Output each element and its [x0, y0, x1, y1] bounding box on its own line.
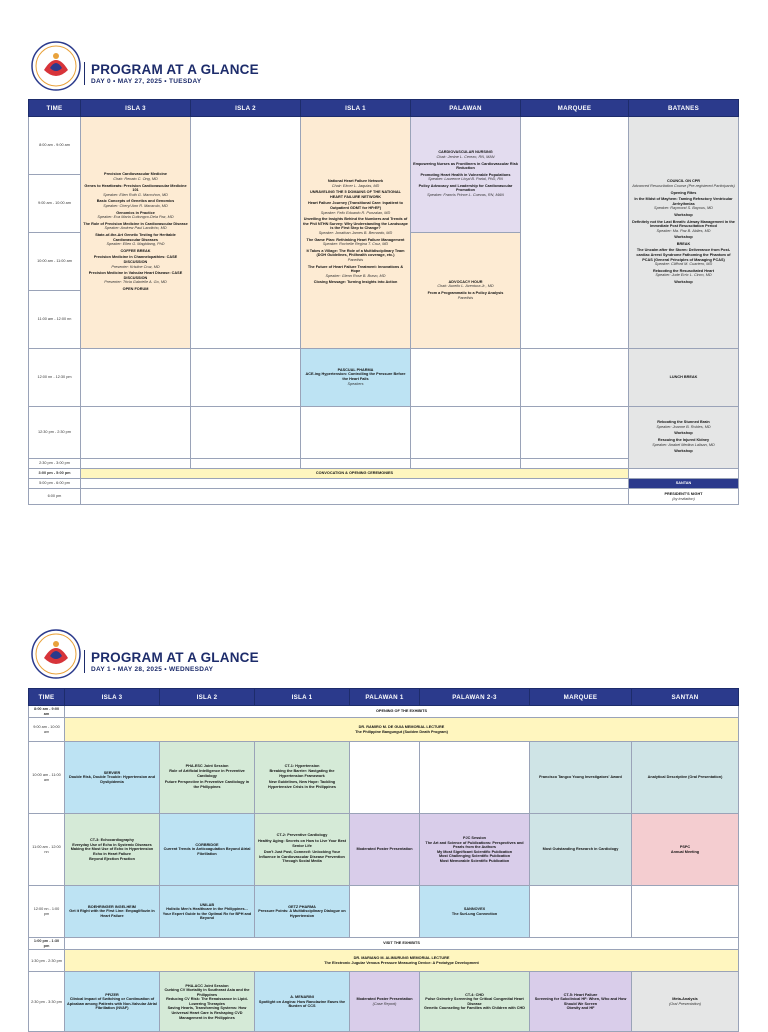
empty-cell [629, 469, 739, 479]
session-title: LUNCH BREAK [669, 375, 698, 380]
session-speaker: Speaker: Raymond S. Bayous, MD [654, 206, 713, 211]
session-title: COUNCIL ON CPR [666, 179, 701, 184]
session-title: Saving Hearts, Transforming Systems: How Universal Heart Care is Reshaping CVD Management in the Philippines [167, 1006, 247, 1020]
table-row [29, 349, 739, 407]
session-title: Echo in Heart Failure [93, 851, 131, 856]
session-title: The Role of Precision Medicine in Cardiovascular Disease [83, 221, 188, 226]
palawan-session-cell [411, 117, 521, 233]
session-speaker: Speaker: Clifford M. Cuartero, MD [654, 262, 713, 267]
session-title: ACE-ing Hypertension: Controlling the Pressure Before the Heart Fails [305, 372, 406, 381]
marquee-session-cell [530, 814, 632, 886]
isla1-session-cell [255, 886, 350, 938]
table-row [29, 718, 739, 742]
session-title: Workshop [674, 280, 693, 285]
session-title: Holistic Men's Healthcare in the Philippines... Your Expert Guide to the Optimal Rx for BPH and Beyond [162, 907, 252, 921]
session-presenter: Presenter: Tricia Gabrielle A. Go, MD [104, 280, 167, 285]
column-header: SANTAN [632, 689, 739, 706]
day1-schedule-table [28, 688, 739, 1032]
memorial-lecture-cell [65, 718, 739, 742]
session-chair: Chair: Elmer L. Jaquias, MD [331, 183, 380, 188]
lecture-topic: The Electronic Jugular Venous Pressure Measuring Device: A Prototype Development [324, 960, 479, 965]
batanes-lunch-cell [629, 349, 739, 407]
lecture-title: DR. MARIANO M. ALIMURUNG MEMORIAL LECTURE [353, 956, 450, 961]
time-cell: 12:30 pm - 2:30 pm [29, 407, 81, 459]
sponsor-name: BOEHRINGER INGELHEIM [88, 904, 136, 909]
session-speaker: Speaker: Cheryl Ann R. Macarulo, MD [103, 204, 168, 209]
session-title: Genomics in Practice [116, 210, 155, 215]
session-note: Advanced Resuscitation Course (Pre-registered Participants) [632, 183, 735, 188]
session-chair: Chair: Renato C. Ong, MD [113, 177, 158, 182]
table-row [29, 972, 739, 1032]
column-header: MARQUEE [530, 689, 632, 706]
session-title: Precision Medicine in Channelopathies: CASE DISCUSSION [93, 255, 178, 264]
column-header: BATANES [629, 100, 739, 117]
day1-header [84, 650, 259, 673]
session-title: Opening Rites [670, 190, 697, 195]
empty-cell [420, 742, 530, 814]
table-row [29, 489, 739, 505]
session-title: Healthy Aging: Secrets on How to Live Your Best Senior Life [257, 839, 347, 848]
session-title: Meta-Analysis [672, 997, 698, 1002]
empty-cell [81, 349, 191, 407]
time-cell: 9:00 am - 10:00 am [29, 175, 81, 233]
empty-cell [81, 479, 629, 489]
time-cell: 8:00 am - 9:00 am [29, 706, 65, 718]
marquee-session-cell [530, 742, 632, 814]
session-title: COFFEE BREAK [120, 248, 151, 253]
empty-cell [521, 459, 629, 469]
session-title: Future Perspective in Preventive Cardiology in the Philippines [164, 780, 250, 790]
empty-cell [191, 459, 301, 469]
table-header-row [29, 100, 739, 117]
session-panelists: Panelists [347, 257, 364, 262]
column-header: ISLA 1 [301, 100, 411, 117]
session-title: Everyday Use of Echo in Systemic Diseases [72, 842, 152, 847]
table-row [29, 950, 739, 972]
session-title: Workshop [674, 431, 693, 436]
session-title: BREAK [676, 241, 691, 246]
empty-cell [191, 407, 301, 459]
session-speaker: Speaker: Jude Erric L. Cinco, MD [655, 273, 712, 278]
session-title: Rebooting the Resuscitated Heart [653, 268, 714, 273]
time-cell: 12:00 nn - 1:00 pm [29, 886, 65, 938]
session-title: Screening for Subclinical HF: When, Who and How Should We Screen [534, 997, 627, 1006]
session-title: Precision Medicine in Valvular Heart Disease: CASE DISCUSSION [88, 271, 183, 280]
convocation-banner: CONVOCATION & OPENING CEREMONIES [81, 469, 629, 479]
session-title: PRESIDENT'S NIGHT [664, 491, 703, 496]
session-note: (Oral Presentation) [668, 1001, 702, 1006]
session-title: Genetic Counseling for Families with Children with CHD [423, 1006, 526, 1011]
column-header: ISLA 3 [81, 100, 191, 117]
pha-logo-icon [30, 628, 82, 680]
table-header-row [29, 689, 739, 706]
session-title: Clinical Impact of Switching or Continuation of Apixaban among Patients with Non-Valvular Atrial Fibrillation (NVAF) [67, 997, 157, 1011]
session-speaker: Speaker: Francis Prince L. Cuevas, RN, MAN [427, 193, 504, 198]
isla1-session-cell [301, 117, 411, 349]
column-header: ISLA 3 [65, 689, 160, 706]
session-title: Closing Message: Turning Insights into Action [313, 280, 398, 285]
session-speaker: Speaker: Rochelle Regina T. Cruz, MD [322, 242, 389, 247]
column-header: ISLA 2 [160, 689, 255, 706]
table-row [29, 742, 739, 814]
session-title: Current Trends in Anticoagulation Beyond Atrial Fibrillation [163, 847, 251, 856]
session-speaker: Speaker: Anabel Medina Lalisan, MD [652, 442, 715, 447]
session-speaker: Speaker: Eva Maria Cutiongco-Dela Paz, MD [97, 215, 174, 220]
session-title: From a Programmatic to a Policy Analysis [427, 291, 504, 295]
session-title: Basic Concepts of Genetics and Genomics [96, 199, 175, 204]
session-title: Policy Advocacy and Leadership for Cardiovascular Promotion [418, 183, 513, 193]
pha-logo-icon [30, 40, 82, 92]
empty-cell [350, 742, 420, 814]
session-speakers: Speakers [347, 381, 364, 386]
column-header: PALAWAN [411, 100, 521, 117]
time-cell: 6:00 pm [29, 489, 81, 505]
isla3-session-cell [65, 886, 160, 938]
empty-cell [81, 407, 191, 459]
session-speaker: Speaker: Ma. Paz B. Abiles, MD [656, 228, 711, 233]
session-chair: Chair: Aurelio L. Aventura Jr., MD [437, 284, 494, 289]
session-speaker: Speaker: Glenn Rose B. Bravo, MD [325, 273, 386, 278]
marquee-empty-cell [521, 117, 629, 349]
session-title: Don't Just Post, Connect!: Unlocking Your Influence in Cardiovascular Disease Prevention Through Social Media [259, 850, 345, 864]
session-title: Francisco Tangco Young Investigators' Award [539, 775, 622, 780]
time-cell: 8:00 am - 9:00 am [29, 117, 81, 175]
session-title: CT-5: Heart Failure [563, 992, 598, 997]
time-cell: 10:00 am - 11:00 am [29, 233, 81, 291]
session-title: PHA-ESC Joint Session [185, 763, 229, 768]
session-title: PSPC [679, 845, 691, 850]
session-title: It Takes a Village: The Role of a Multidisciplinary Team (DOH Guidelines, Philhealth coverage, etc.) [306, 248, 405, 258]
empty-cell [81, 459, 191, 469]
session-title: CT-4: CHD [465, 992, 484, 997]
session-title: Most Challenging Scientific Publication [438, 854, 511, 859]
time-cell: 3:00 pm - 5:00 pm [29, 469, 81, 479]
session-title: My Most Significant Scientific Publication [436, 849, 513, 854]
session-title: Rescuing the Injured Kidney [657, 438, 710, 442]
batanes-session-cell [629, 117, 739, 349]
palawan23-session-cell [420, 972, 530, 1032]
presidents-night-cell [629, 489, 739, 505]
time-cell: 10:00 am - 11:00 am [29, 742, 65, 814]
session-title: PJC Session [462, 835, 486, 840]
palawan-advocacy-cell [411, 233, 521, 349]
session-title: Workshop [674, 212, 693, 217]
session-speaker: Speaker: Joanne B. Robles, MD [656, 424, 711, 429]
palawan1-session-cell [350, 972, 420, 1032]
session-title: Workshop [674, 235, 693, 240]
column-header: TIME [29, 689, 65, 706]
empty-cell [530, 886, 632, 938]
session-title: CT-1: Hypertension [284, 763, 320, 768]
table-row [29, 479, 739, 489]
session-title: The Art and Science of Publications: Perspectives and Pearls from the Authors [425, 840, 524, 850]
time-cell: 9:00 am - 10:00 am [29, 718, 65, 742]
sponsor-name: SANNOVEX [463, 907, 486, 912]
session-speaker: Speaker: Andrew Paul Landicho, MD [104, 226, 167, 231]
session-title: Precision Cardiovascular Medicine [104, 172, 167, 177]
santan-session-cell [632, 972, 739, 1032]
sponsor-name: A. MENARINI [290, 994, 314, 999]
santan-header: SANTAN [629, 479, 739, 489]
session-title: Definitely not the Last Breath: Airway Management in the Immediate Post Resuscitation Period [632, 219, 735, 229]
session-title: Breaking the Barrier: Navigating the Hypertension Framework [269, 769, 335, 778]
session-title: Most Outstanding Research in Cardiology [542, 847, 619, 852]
session-title: National Heart Failure Network [327, 179, 384, 184]
visit-exhibits-banner: VISIT THE EXHIBITS [65, 938, 739, 950]
time-cell: 11:00 am - 12:00 nn [29, 291, 81, 349]
session-speaker: Speaker: Ellen Ruth G. Macrohon, MD [103, 192, 168, 197]
isla3-session-cell [65, 814, 160, 886]
palawan1-session-cell [350, 814, 420, 886]
table-row [29, 407, 739, 459]
session-presenter: Presenter: Kristine Cruz, MD [111, 264, 160, 269]
session-title: Heart Failure Journey (Transitional Care: Inpatient to Outpatient GDMT for HFrEF) [308, 201, 403, 211]
isla2-session-cell [160, 814, 255, 886]
memorial-lecture-cell [65, 950, 739, 972]
time-cell: 2:30 pm - 3:30 pm [29, 972, 65, 1032]
empty-cell [411, 459, 521, 469]
sponsor-name: PFIZER [105, 992, 119, 997]
table-row [29, 117, 739, 175]
session-title: CT-2: Preventive Cardiology [276, 833, 328, 838]
lecture-topic: The Philippine Bangungut (Sudden Death Program) [355, 729, 448, 734]
session-title: The SurLung Connection [451, 911, 498, 916]
session-title: Reducing CV Risk: The Renaissance in Lipid-Lowering Therapies [166, 997, 248, 1006]
table-row [29, 886, 739, 938]
lecture-title: DR. RAMIRO M. DE GUIA MEMORIAL LECTURE [358, 725, 445, 730]
column-header: TIME [29, 100, 81, 117]
isla2-session-cell [160, 886, 255, 938]
santan-session-cell [632, 742, 739, 814]
session-title: Annual Meeting [670, 849, 700, 854]
empty-cell [632, 886, 739, 938]
palawan23-session-cell [420, 886, 530, 938]
session-title: Double Risk, Double Trouble: Hypertension and Dyslipidemia [68, 775, 156, 784]
session-title: Pulse Oximetry Screening for Critical Congenital Heart Disease [425, 997, 524, 1006]
table-row [29, 469, 739, 479]
sponsor-name: PASCUAL PHARMA [337, 367, 374, 372]
session-title: Obesity and HF [566, 1006, 595, 1011]
session-title: Curbing CV Mortality in Southeast Asia and the Philippines [164, 988, 250, 997]
column-header: ISLA 2 [191, 100, 301, 117]
session-title: In the Midst of Mayhem: Taming Refractory Ventricular Arrhythmias [634, 197, 733, 206]
session-speaker: Speaker: Ellen G. Magbitang, PhD [106, 242, 165, 247]
page-subtitle: DAY 1 • MAY 28, 2025 • WEDNESDAY [91, 666, 214, 673]
session-title: The Game Plan: Rethinking Heart Failure Management [306, 237, 405, 242]
column-header: MARQUEE [521, 100, 629, 117]
column-header: PALAWAN 2-3 [420, 689, 530, 706]
empty-cell [191, 349, 301, 407]
session-title: Making the Most Use of Echo in Hypertension [70, 847, 154, 852]
session-note: (Case Report) [372, 1001, 397, 1006]
session-title: Moderated Poster Presentation [356, 997, 413, 1002]
opening-exhibits-banner: OPENING OF THE EXHIBITS [65, 706, 739, 718]
time-cell: 1:30 pm - 2:30 pm [29, 950, 65, 972]
empty-cell [81, 489, 629, 505]
day0-header [84, 62, 259, 85]
session-title: Moderated Poster Presentation [356, 847, 413, 852]
time-cell: 2:30 pm - 3:00 pm [29, 459, 81, 469]
session-title: UNRAVELING THE 5 DOMAINS OF THE NATIONAL HEART FAILURE NETWORK [310, 190, 401, 199]
time-cell: 5:00 pm - 6:00 pm [29, 479, 81, 489]
session-title: ADVOCACY HOUR [448, 279, 483, 284]
time-cell: 11:00 am - 12:00 nn [29, 814, 65, 886]
empty-cell [301, 459, 411, 469]
palawan23-session-cell [420, 814, 530, 886]
isla1-session-cell [255, 814, 350, 886]
session-title: CT-3: Echocardiography [90, 838, 134, 843]
column-header: ISLA 1 [255, 689, 350, 706]
santan-session-cell [632, 814, 739, 886]
session-title: Empowering Nurses as Frontliners in Cardiovascular Risk Reduction [413, 161, 518, 171]
session-title: New Guidelines, New Hope: Tackling Hypertensive Crisis in the Philippines [268, 780, 336, 790]
session-note: (by invitation) [672, 496, 695, 501]
session-title: The Future of Heart Failure Treatment: Innovations & Hope [307, 264, 404, 274]
sponsor-name: UNILAB [199, 902, 215, 907]
column-header: PALAWAN 1 [350, 689, 420, 706]
session-title: Get it Right with the First Line: Empagliflozin in Heart Failure [69, 909, 155, 918]
session-panelists: Panelists [457, 295, 474, 300]
session-title: Unveiling the Insights Behind the Numbers and Trends of the Phil NTHN Survey: Why Understanding the Landscape is the First Step to Change? [303, 217, 408, 231]
session-chair: Chair: Jenine L. Cerezo, RN, MAN [436, 154, 495, 159]
isla2-session-cell [160, 742, 255, 814]
session-title: Role of Artificial Intelligence in Preventive Cardiology [169, 769, 245, 778]
isla3-session-cell [81, 117, 191, 349]
batanes-afternoon-cell [629, 407, 739, 469]
empty-cell [521, 407, 629, 459]
sponsor-name: SERVIER [103, 770, 121, 775]
session-title: The Uncalm after the Storm: Deliverance from Post-cardiac Arrest Syndrome Fathoming the Phantom of PCAS (General Principles of Managing PCAS) [636, 248, 731, 262]
table-row [29, 706, 739, 718]
session-title: OPEN FORUM [122, 286, 149, 291]
session-title: State-of-the-Art Genetic Testing for Heritable Cardiovascular Diseases [95, 233, 176, 242]
isla1-session-cell [255, 742, 350, 814]
session-title: Analytical Descriptive (Oral Presentation) [647, 775, 723, 780]
table-row [29, 814, 739, 886]
session-title: Genes to Heartbeats: Precision Cardiovascular Medicine 101 [84, 183, 187, 193]
session-title: Promoting Heart Health in Vulnerable Populations [420, 172, 511, 177]
time-cell: 1:00 pm - 1:30 pm [29, 938, 65, 950]
session-title: Rebooting the Stunned Brain [657, 420, 710, 425]
empty-cell [411, 349, 521, 407]
session-title: Pressure Points: A Multidisciplinary Dialogue on Hypertension [258, 909, 346, 918]
sponsor-name: GETZ PHARMA [288, 904, 316, 909]
marquee-session-cell [530, 972, 632, 1032]
session-title: PHA-ACC Joint Session [185, 983, 229, 988]
empty-cell [411, 407, 521, 459]
time-cell: 12:00 nn - 12:30 pm [29, 349, 81, 407]
page-subtitle: DAY 0 • MAY 27, 2025 • TUESDAY [91, 78, 202, 85]
session-speaker: Speaker: Jonathan James B. Bernardo, MD [318, 231, 393, 235]
empty-cell [521, 349, 629, 407]
session-speaker: Speaker: Laurence Lloyd B. Parial, PhD, RN [428, 177, 503, 182]
empty-cell [350, 886, 420, 938]
empty-cell [301, 407, 411, 459]
isla2-session-cell [160, 972, 255, 1032]
session-title: Most Memorable Scientific Publication [439, 858, 510, 863]
session-title: CARDIOVASCULAR NURSING [438, 150, 493, 155]
isla2-empty-cell [191, 117, 301, 349]
sponsor-name: CORBRIDGE [195, 842, 219, 847]
table-row [29, 938, 739, 950]
isla1-sponsor-cell [301, 349, 411, 407]
isla1-session-cell [255, 972, 350, 1032]
page-title: PROGRAM AT A GLANCE [91, 62, 259, 77]
isla3-session-cell [65, 742, 160, 814]
session-title: Beyond Ejection Fraction [89, 856, 135, 861]
session-title: Spotlight on Angina: How Ranolazine Eases the Burden of CCS [258, 999, 346, 1009]
day0-schedule-table [28, 99, 739, 505]
session-title: Workshop [674, 449, 693, 454]
page-title: PROGRAM AT A GLANCE [91, 650, 259, 665]
session-speaker: Speaker: Felix Eduardo R. Punzalan, MD [320, 210, 391, 215]
isla3-session-cell [65, 972, 160, 1032]
